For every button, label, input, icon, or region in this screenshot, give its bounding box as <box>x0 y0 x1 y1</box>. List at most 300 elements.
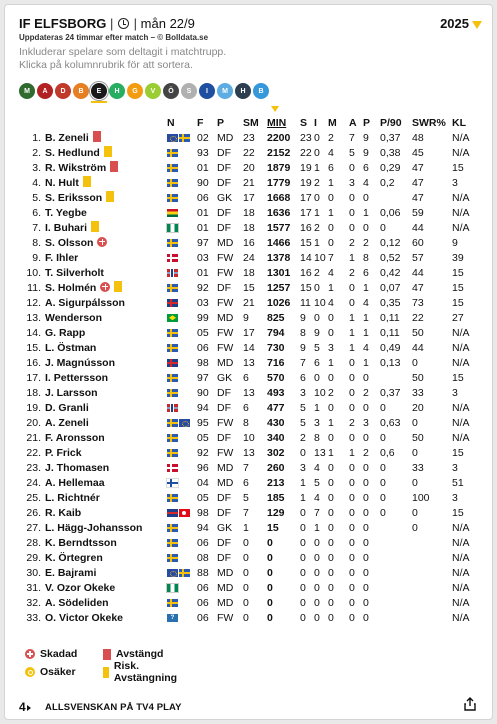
cell-p90 <box>380 535 412 550</box>
flag-icon <box>167 524 178 532</box>
cell-sm: 0 <box>243 536 249 549</box>
table-row[interactable] <box>19 265 482 280</box>
team-logo-9[interactable]: Ö <box>163 83 179 99</box>
cell-m: 0 <box>328 191 334 204</box>
column-header-m[interactable]: M <box>328 116 337 129</box>
player-name: L. Richtnér <box>45 491 100 504</box>
cell-f: 92 <box>197 281 209 294</box>
cell-swr: 57 <box>412 251 424 264</box>
cell-a: 1 <box>349 326 355 339</box>
cell-p90: 0 <box>380 431 386 444</box>
cell-num: 25. <box>26 491 41 504</box>
hint-line-1: Inkluderar spelare som deltagit i matchtrupp. <box>19 46 227 58</box>
cell-num: 1. <box>32 131 41 144</box>
player-name: P. Frick <box>45 446 82 459</box>
cell-swr: 0 <box>412 356 418 369</box>
column-header-p90[interactable]: P/90 <box>380 116 402 129</box>
cell-m: 2 <box>328 131 334 144</box>
nationality-flags <box>167 235 197 250</box>
cell-kl: 9 <box>452 236 458 249</box>
column-header-swr[interactable]: SWR% <box>412 116 446 129</box>
player-name: F. Ihler <box>45 251 79 264</box>
tv4-logo[interactable]: 4 <box>19 700 35 714</box>
cell-s: 16 <box>300 266 312 279</box>
cell-m: 0 <box>328 401 334 414</box>
nationality-flags <box>167 415 197 430</box>
cell-i: 4 <box>314 491 320 504</box>
cell-m: 0 <box>328 581 334 594</box>
cell-i: 1 <box>314 401 320 414</box>
nationality-flags <box>167 220 197 235</box>
column-header-sm[interactable]: SM <box>243 116 259 129</box>
cell-s: 0 <box>300 581 306 594</box>
player-name: A. Sigurpálsson <box>45 296 125 309</box>
team-logo-6[interactable]: H <box>109 83 125 99</box>
table-row[interactable] <box>19 310 482 325</box>
cell-sm: 13 <box>243 446 255 459</box>
cell-pt: 8 <box>363 251 369 264</box>
cell-min: 1466 <box>267 236 291 249</box>
cell-s: 1 <box>300 491 306 504</box>
cell-i: 5 <box>314 341 320 354</box>
cell-pt: 0 <box>363 461 369 474</box>
cell-swr <box>412 535 452 550</box>
nationality-flags <box>167 325 197 340</box>
cell-f: 01 <box>197 221 209 234</box>
table-row[interactable] <box>19 595 482 610</box>
cell-m: 0 <box>328 491 334 504</box>
cell-kl: 15 <box>452 266 464 279</box>
cell-min: 1636 <box>267 206 291 219</box>
cell-pt: 1 <box>363 356 369 369</box>
table-row[interactable] <box>19 295 482 310</box>
cell-f: 98 <box>197 356 209 369</box>
selected-logo-indicator <box>91 101 107 103</box>
cell-swr: 33 <box>412 461 424 474</box>
cell-p90: 0 <box>380 461 386 474</box>
cell-a: 0 <box>349 431 355 444</box>
cell-swr: 44 <box>412 341 424 354</box>
column-header-min[interactable]: MIN <box>267 116 287 129</box>
flag-icon <box>167 194 178 202</box>
cell-swr: 50 <box>412 431 424 444</box>
cell-swr: 0 <box>412 446 418 459</box>
table-row[interactable] <box>19 325 482 340</box>
table-row[interactable] <box>19 385 482 400</box>
team-logo-4[interactable]: B <box>73 83 89 99</box>
cell-min: 825 <box>267 311 285 324</box>
table-row[interactable] <box>19 430 482 445</box>
cell-num: 22. <box>26 446 41 459</box>
tv4-play-link[interactable]: ALLSVENSKAN PÅ TV4 PLAY <box>45 702 182 713</box>
column-header-i[interactable]: I <box>314 116 317 129</box>
cell-kl: N/A <box>452 521 470 534</box>
table-row[interactable] <box>19 610 482 625</box>
cell-num: 26. <box>26 506 41 519</box>
team-logo-14[interactable]: B <box>253 83 269 99</box>
opponent-logo-filter <box>19 83 269 99</box>
chevron-down-icon <box>472 21 482 29</box>
cell-min: 0 <box>267 551 273 564</box>
cell-a: 0 <box>349 191 355 204</box>
nationality-flags <box>167 460 197 475</box>
nationality-flags <box>167 190 197 205</box>
footer <box>5 693 492 719</box>
table-row[interactable] <box>19 340 482 355</box>
match-date: mån 22/9 <box>140 16 195 31</box>
cell-sm: 23 <box>243 131 255 144</box>
cell-kl: 3 <box>452 176 458 189</box>
cell-sm: 22 <box>243 146 255 159</box>
cell-min: 1301 <box>267 266 291 279</box>
column-header-a[interactable]: A <box>349 116 357 129</box>
table-row[interactable] <box>19 415 482 430</box>
cell-m: 1 <box>328 281 334 294</box>
cell-s: 1 <box>300 476 306 489</box>
cell-p: MD <box>217 311 234 324</box>
table-row[interactable] <box>19 160 482 175</box>
cell-a: 1 <box>349 311 355 324</box>
cell-s: 16 <box>300 221 312 234</box>
cell-kl: 39 <box>452 251 464 264</box>
cell-swr: 48 <box>412 131 424 144</box>
team-logo-10[interactable]: S <box>181 83 197 99</box>
cell-p90: 0,52 <box>380 251 401 264</box>
column-header-points[interactable]: P <box>363 116 371 129</box>
cell-m: 2 <box>328 386 334 399</box>
column-header-f[interactable]: F <box>197 116 204 129</box>
cell-kl: N/A <box>452 431 470 444</box>
cell-pt: 0 <box>363 566 369 579</box>
player-name: L. Östman <box>45 341 97 354</box>
flag-icon <box>167 389 178 397</box>
table-row[interactable] <box>19 220 482 235</box>
cell-sm: 0 <box>243 566 249 579</box>
injured-icon <box>100 282 110 292</box>
cell-f: 06 <box>197 596 209 609</box>
cell-num: 24. <box>26 476 41 489</box>
cell-num: 15. <box>26 341 41 354</box>
hint-line-2: Klicka på kolumnrubrik för att sortera. <box>19 59 193 71</box>
cell-s: 0 <box>300 506 306 519</box>
cell-kl: N/A <box>452 356 470 369</box>
cell-i: 10 <box>314 251 326 264</box>
flag-icon <box>179 509 190 517</box>
cell-p90: 0,63 <box>380 416 401 429</box>
table-row[interactable] <box>19 205 482 220</box>
cell-min: 1879 <box>267 161 291 174</box>
player-name: A. Hellemaa <box>45 476 105 489</box>
legend-uncertain: Osäker <box>25 666 103 678</box>
cell-p: DF <box>217 206 231 219</box>
cell-sm: 7 <box>243 461 249 474</box>
play-icon <box>27 705 31 711</box>
column-header-n[interactable]: N <box>167 116 175 129</box>
cell-sm: 9 <box>243 311 249 324</box>
team-logo-5[interactable]: E <box>91 83 107 99</box>
year-selector[interactable] <box>440 16 482 31</box>
cell-min: 1577 <box>267 221 291 234</box>
table-row[interactable] <box>19 235 482 250</box>
cell-p: FW <box>217 266 234 279</box>
cell-s: 3 <box>300 386 306 399</box>
update-note: Uppdateras 24 timmar efter match – © Bolldata.se <box>19 33 209 42</box>
cell-a: 0 <box>349 596 355 609</box>
cell-p90: 0,42 <box>380 266 401 279</box>
cell-p90: 0 <box>380 221 386 234</box>
cell-swr: 73 <box>412 296 424 309</box>
cell-sm: 6 <box>243 371 249 384</box>
cell-m: 7 <box>328 251 334 264</box>
cell-s: 7 <box>300 356 306 369</box>
cell-kl: 3 <box>452 386 458 399</box>
cell-p90: 0 <box>380 491 386 504</box>
cell-a: 2 <box>349 236 355 249</box>
player-name: E. Bajrami <box>45 566 97 579</box>
cell-sm: 21 <box>243 176 255 189</box>
cell-num: 23. <box>26 461 41 474</box>
column-header-p[interactable]: P <box>217 116 225 129</box>
table-row[interactable] <box>19 280 482 295</box>
player-name: A. Södeliden <box>45 596 109 609</box>
cell-p90 <box>380 370 412 385</box>
cell-p: DF <box>217 176 231 189</box>
cell-min: 1026 <box>267 296 291 309</box>
cell-p: FW <box>217 416 234 429</box>
cell-p: FW <box>217 611 234 624</box>
risk-suspension-icon <box>103 667 109 678</box>
cell-pt: 0 <box>363 596 369 609</box>
player-name: J. Thomasen <box>45 461 110 474</box>
flag-icon: ? <box>167 614 178 622</box>
cell-a: 0 <box>349 386 355 399</box>
cell-swr: 44 <box>412 221 424 234</box>
cell-f: 06 <box>197 611 209 624</box>
cell-pt: 9 <box>363 131 369 144</box>
cell-pt: 1 <box>363 281 369 294</box>
cell-kl: N/A <box>452 341 470 354</box>
cell-f: 90 <box>197 176 209 189</box>
cell-sm: 18 <box>243 221 255 234</box>
cell-num: 27. <box>26 521 41 534</box>
table-row[interactable] <box>19 145 482 160</box>
cell-swr <box>412 595 452 610</box>
cell-m: 0 <box>328 221 334 234</box>
cell-min: 1668 <box>267 191 291 204</box>
cell-m: 1 <box>328 176 334 189</box>
cell-p90: 0,13 <box>380 356 401 369</box>
cell-i: 0 <box>314 596 320 609</box>
table-row[interactable] <box>19 460 482 475</box>
cell-sm: 13 <box>243 356 255 369</box>
risk-suspension-icon <box>106 191 114 202</box>
cell-a: 2 <box>349 266 355 279</box>
cell-f: 08 <box>197 551 209 564</box>
cell-num: 5. <box>32 191 41 204</box>
cell-f: 94 <box>197 401 209 414</box>
cell-swr: 47 <box>412 161 424 174</box>
nationality-flags <box>167 505 197 520</box>
table-row[interactable] <box>19 580 482 595</box>
table-row[interactable] <box>19 250 482 265</box>
flag-icon <box>167 359 178 367</box>
cell-m: 0 <box>328 431 334 444</box>
cell-p: MD <box>217 476 234 489</box>
cell-min: 185 <box>267 491 285 504</box>
share-icon[interactable] <box>464 697 476 711</box>
cell-a: 0 <box>349 371 355 384</box>
cell-i: 2 <box>314 221 320 234</box>
cell-f: 05 <box>197 431 209 444</box>
player-name: N. Hult <box>45 175 167 190</box>
player-name: K. Örtegren <box>45 551 103 564</box>
flag-icon <box>167 554 178 562</box>
flag-icon <box>167 539 178 547</box>
cell-a: 0 <box>349 611 355 624</box>
team-logo-7[interactable]: G <box>127 83 143 99</box>
cell-s: 0 <box>300 536 306 549</box>
cell-p90 <box>380 580 412 595</box>
cell-m: 0 <box>328 461 334 474</box>
table-row[interactable] <box>19 475 482 490</box>
table-row[interactable] <box>19 370 482 385</box>
cell-i: 1 <box>314 236 320 249</box>
cell-a: 0 <box>349 206 355 219</box>
table-row[interactable] <box>19 190 482 205</box>
player-name: L. Hägg-Johansson <box>45 521 143 534</box>
cell-p: MD <box>217 236 234 249</box>
cell-i: 5 <box>314 476 320 489</box>
cell-p90 <box>380 190 412 205</box>
cell-i: 0 <box>314 371 320 384</box>
cell-p90: 0,6 <box>380 446 395 459</box>
column-header-kl[interactable]: KL <box>452 116 466 129</box>
flag-icon <box>167 479 178 487</box>
cell-pt: 0 <box>363 551 369 564</box>
cell-s: 19 <box>300 161 312 174</box>
cell-min: 477 <box>267 401 285 414</box>
cell-kl: N/A <box>452 611 470 624</box>
sort-arrow-icon <box>271 106 279 112</box>
cell-p: DF <box>217 161 231 174</box>
cell-num: 6. <box>32 206 41 219</box>
cell-p: MD <box>217 581 234 594</box>
cell-p: DF <box>217 491 231 504</box>
table-row[interactable] <box>19 445 482 460</box>
cell-i: 7 <box>314 506 320 519</box>
cell-p: MD <box>217 356 234 369</box>
table-row[interactable] <box>19 355 482 370</box>
cell-m: 6 <box>328 161 334 174</box>
cell-f: 90 <box>197 386 209 399</box>
table-row[interactable] <box>19 130 482 145</box>
player-name: F. Aronsson <box>45 431 105 444</box>
cell-p90: 0,38 <box>380 146 401 159</box>
cell-s: 0 <box>300 566 306 579</box>
cell-p: DF <box>217 431 231 444</box>
table-row[interactable] <box>19 550 482 565</box>
team-logo-8[interactable]: V <box>145 83 161 99</box>
cell-min: 1378 <box>267 251 291 264</box>
cell-kl: N/A <box>452 326 470 339</box>
team-logo-2[interactable]: A <box>37 83 53 99</box>
cell-swr: 50 <box>412 371 424 384</box>
cell-pt: 0 <box>363 221 369 234</box>
nationality-flags <box>167 565 197 580</box>
cell-p: DF <box>217 536 231 549</box>
injured-icon <box>97 237 107 247</box>
cell-num: 7. <box>32 221 41 234</box>
cell-num: 2. <box>32 146 41 159</box>
table-row[interactable] <box>19 520 482 535</box>
team-logo-1[interactable]: M <box>19 83 35 99</box>
page-title: IF ELFSBORG | | mån 22/9 <box>19 16 195 31</box>
cell-num: 18. <box>26 386 41 399</box>
cell-a: 7 <box>349 131 355 144</box>
risk-suspension-icon <box>114 281 122 292</box>
cell-num: 28. <box>26 536 41 549</box>
cell-pt: 6 <box>363 161 369 174</box>
team-logo-3[interactable]: D <box>55 83 71 99</box>
cell-s: 15 <box>300 236 312 249</box>
cell-s: 5 <box>300 416 306 429</box>
nationality-flags <box>167 610 197 625</box>
cell-swr: 0 <box>412 416 418 429</box>
nationality-flags <box>167 310 197 325</box>
risk-suspension-icon <box>91 221 99 232</box>
cell-kl: N/A <box>452 596 470 609</box>
team-logo-13[interactable]: H <box>235 83 251 99</box>
cell-m: 0 <box>328 311 334 324</box>
flag-icon <box>167 134 178 142</box>
table-row[interactable] <box>19 505 482 520</box>
team-logo-12[interactable]: M <box>217 83 233 99</box>
cell-f: 05 <box>197 326 209 339</box>
column-header-s[interactable]: S <box>300 116 308 129</box>
cell-min: 0 <box>267 536 273 549</box>
table-row[interactable] <box>19 565 482 580</box>
flag-icon <box>167 314 178 322</box>
cell-kl: 3 <box>452 491 458 504</box>
team-logo-11[interactable]: I <box>199 83 215 99</box>
table-row[interactable] <box>19 490 482 505</box>
cell-s: 9 <box>300 341 306 354</box>
cell-swr <box>412 580 452 595</box>
flag-icon <box>167 299 178 307</box>
player-stats-table <box>19 115 482 625</box>
cell-num: 21. <box>26 431 41 444</box>
table-row[interactable] <box>19 400 482 415</box>
risk-suspension-icon <box>104 146 112 157</box>
table-row[interactable] <box>19 535 482 550</box>
cell-p90: 0 <box>380 506 386 519</box>
table-row[interactable] <box>19 175 482 190</box>
cell-min: 0 <box>267 581 273 594</box>
cell-f: 05 <box>197 491 209 504</box>
nationality-flags <box>167 490 197 505</box>
cell-p90: 0 <box>380 476 386 489</box>
cell-min: 730 <box>267 341 285 354</box>
cell-f: 97 <box>197 236 209 249</box>
legend <box>25 645 181 684</box>
cell-p: GK <box>217 521 233 534</box>
cell-min: 1779 <box>267 176 291 189</box>
cell-s: 0 <box>300 446 306 459</box>
cell-s: 3 <box>300 461 306 474</box>
cell-f: 93 <box>197 146 209 159</box>
cell-m: 1 <box>328 446 334 459</box>
cell-m: 0 <box>328 536 334 549</box>
